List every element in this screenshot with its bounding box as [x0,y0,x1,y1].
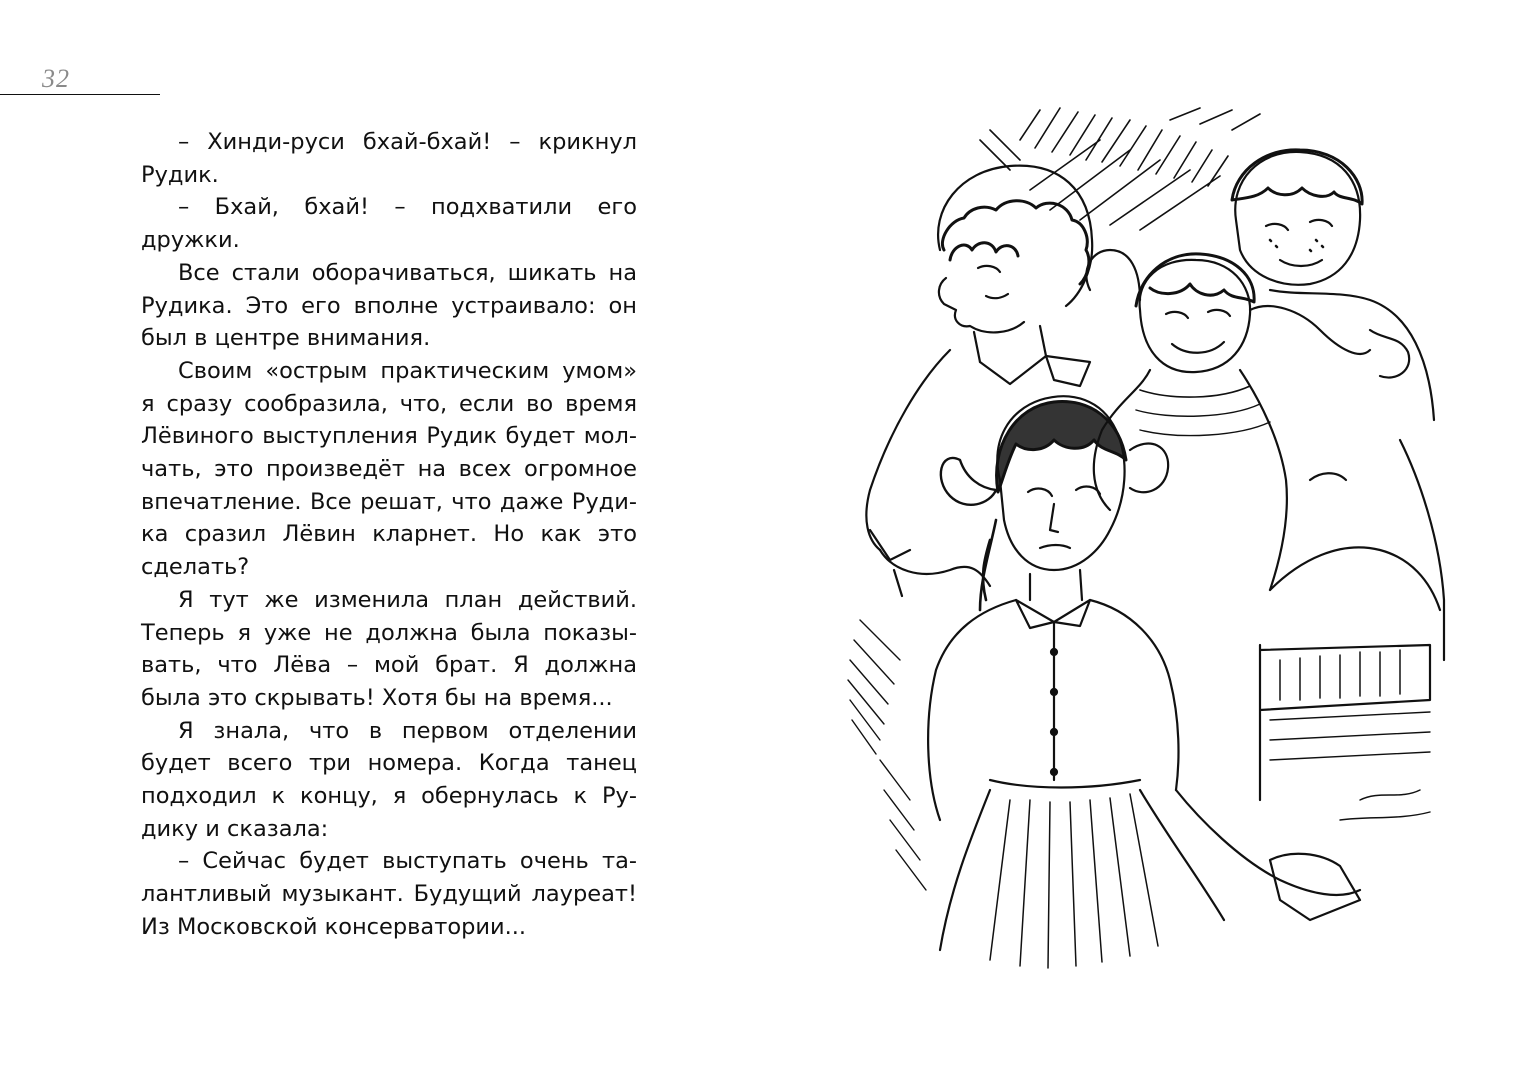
header-rule [0,94,160,95]
text-column [141,126,637,944]
paragraph: Я знала, что в первом отделении будет всего три номера. Когда танец подходил к концу, я обернулась к Рудику и сказала: [141,717,637,842]
boy-middle-figure [1086,250,1440,610]
girl-figure [928,396,1360,968]
bench-figure [1260,645,1430,820]
paragraph: Я тут же изменила план действий. Теперь я уже не должна была показывать, что Лёва – мой брат. Я должна была это скрывать! Хотя бы на время... [141,586,637,711]
paragraph: – Хинди-руси бхай-бхай! – крикнул Рудик. [141,129,637,188]
children-sketch-illustration [840,100,1450,972]
paragraph: – Бхай, бхай! – подхватили его дружки. [141,194,637,254]
paragraph: Своим «острым практическим умом» я сразу сообразила, что, если во время Лёвиного выступления Рудик будет молчать, это произведёт на всех огромное впечатление. Все решат, что даже Рудика сразил Лёвин кларнет. Но как это сделать? [141,357,637,581]
background-hatching [980,108,1260,230]
left-hatching [848,620,926,890]
page-number: 32 [42,64,70,93]
paragraph: – Сейчас будет выступать очень талантливый музыкант. Будущий лауреат! Из Московской консерватории... [141,848,637,940]
paragraph: Все стали оборачиваться, шикать на Рудика. Это его вполне устраивало: он был в центре внимания. [141,259,637,352]
boy-right-figure [1232,150,1444,660]
